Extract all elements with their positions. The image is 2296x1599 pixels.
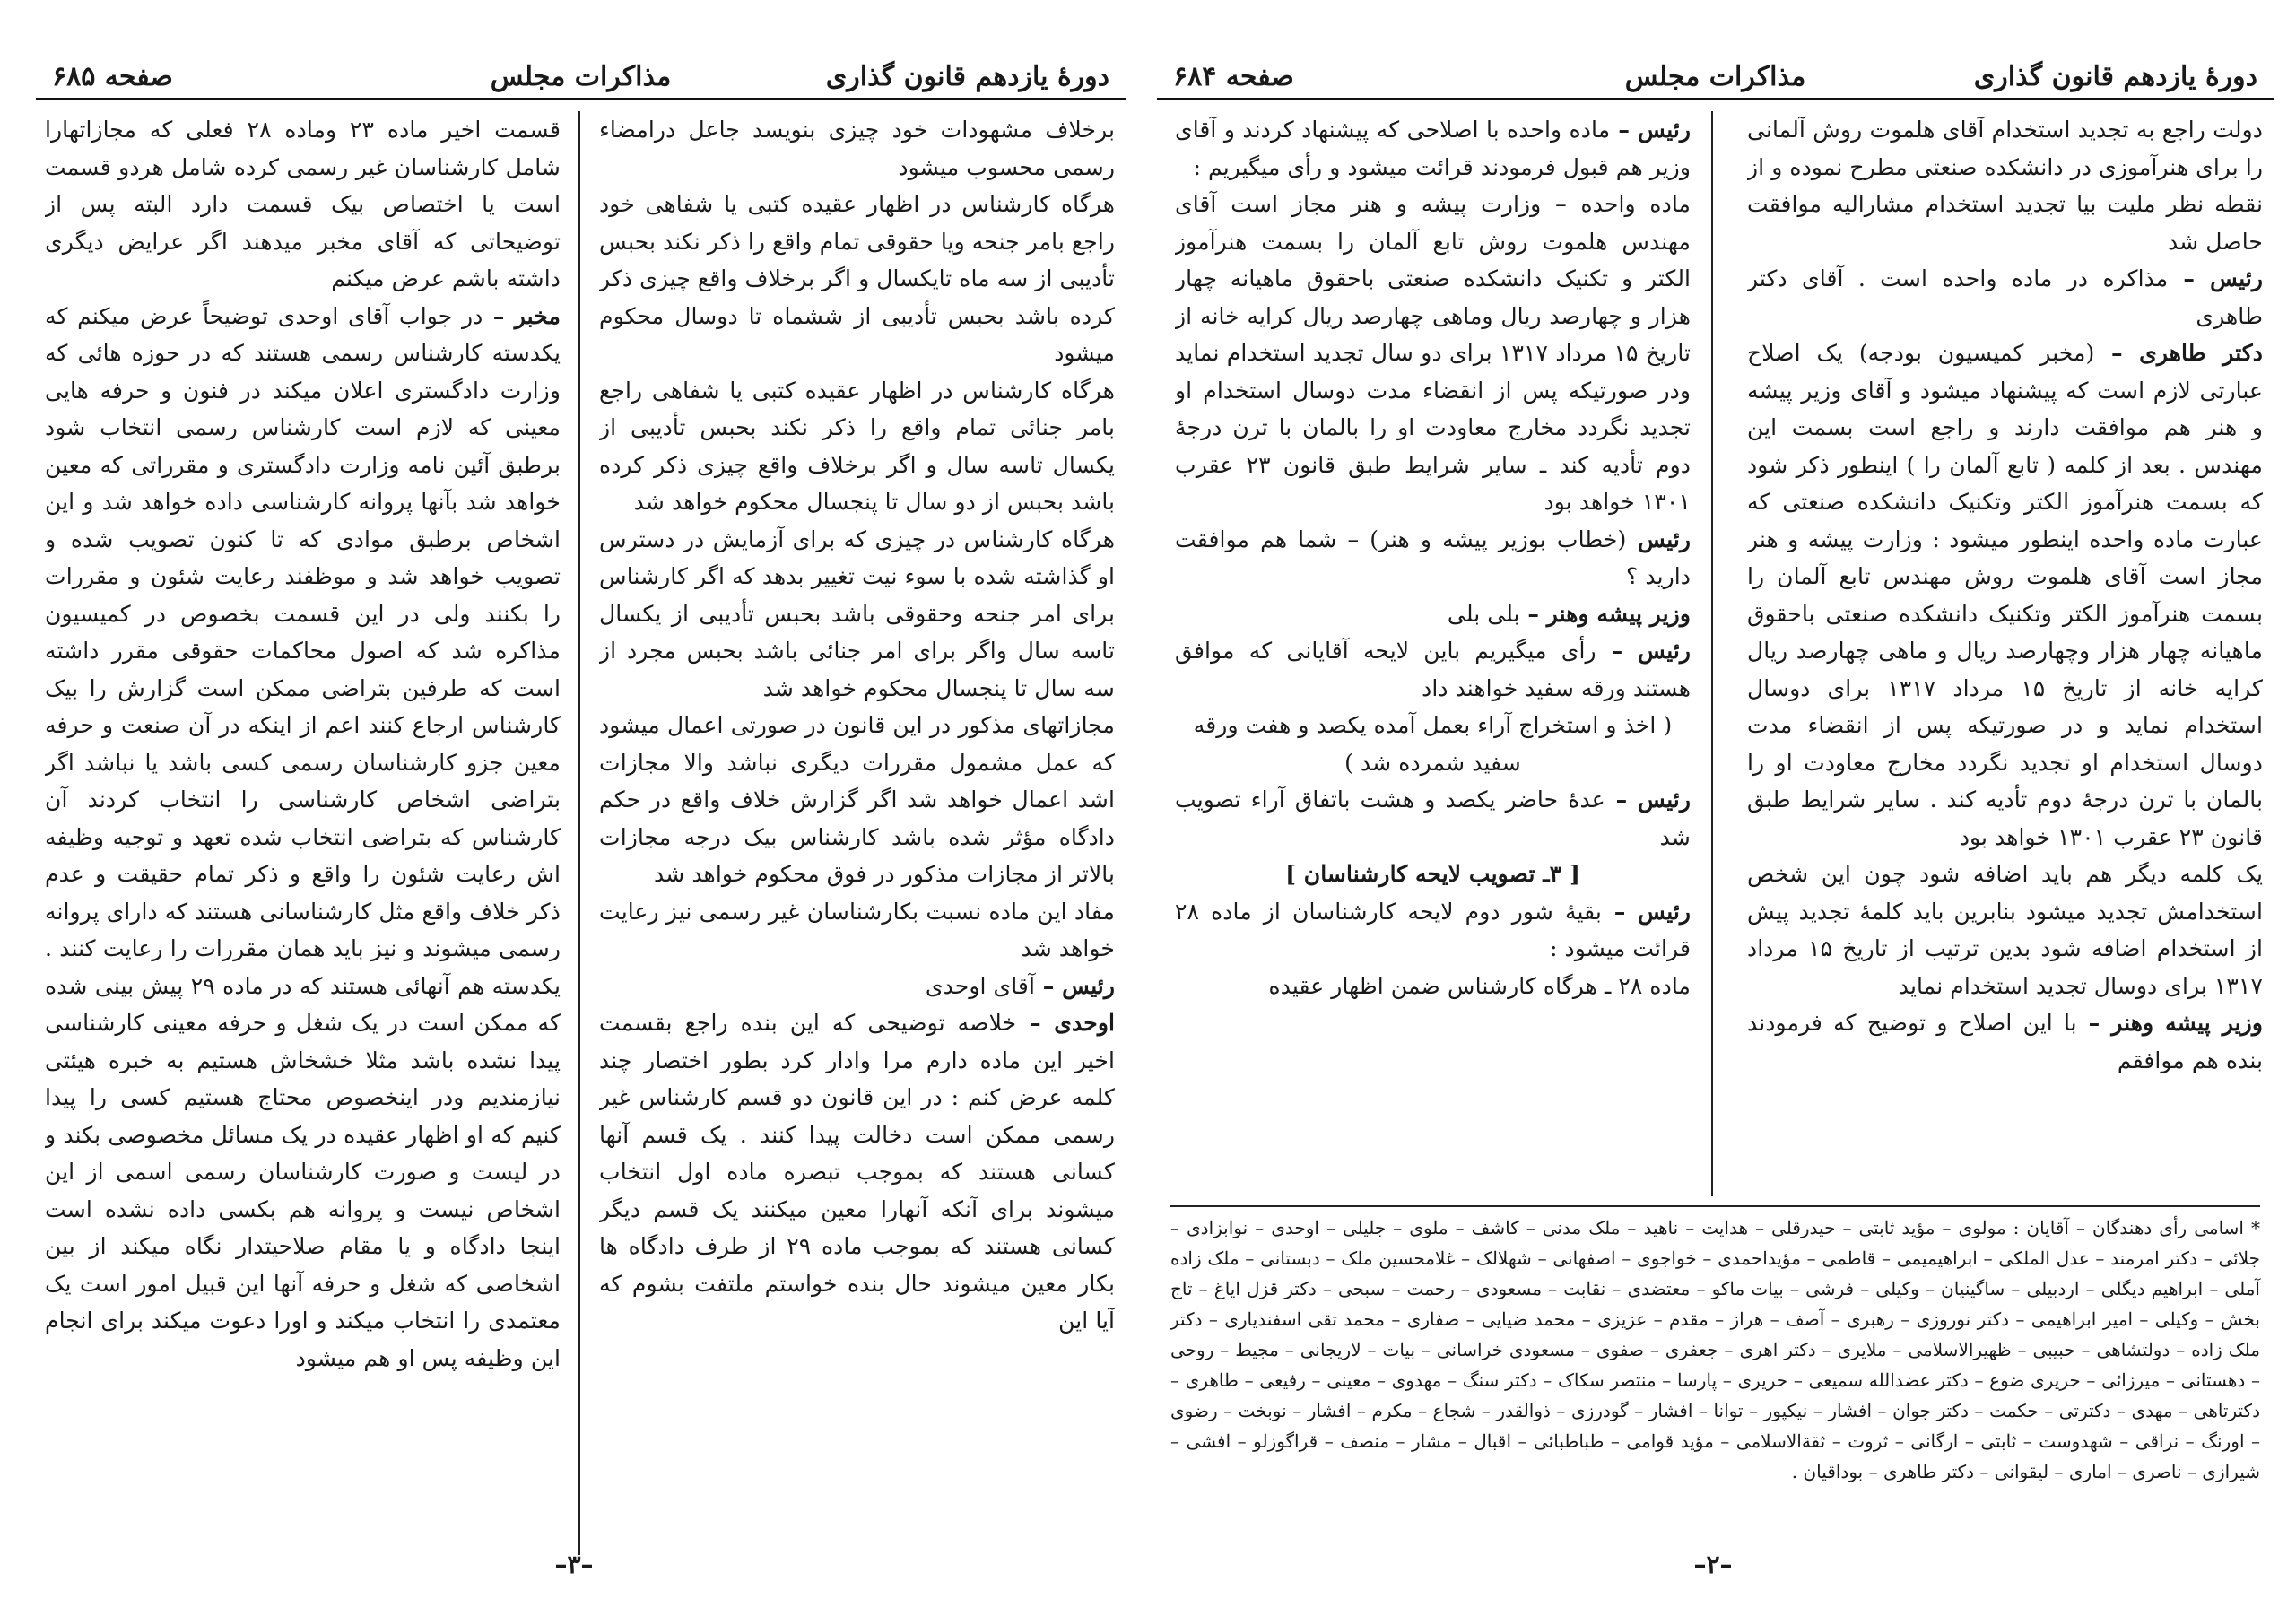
speaker-name: رئیس – [1605, 786, 1691, 813]
page-footer-number: –۲– [1693, 1550, 1733, 1579]
paragraph-text: ماده واحده – وزارت پیشه و هنر مجاز است آقای مهندس هلموت روش تابع آلمان را بسمت هنرآموز الکتر و تکنیک دانشکده صنعتی باحقوق ماهیانه چهار هزار و چهارصد ریال وماهی چهارصد ریال کرایه خانه از تاریخ ۱۵ مرداد ۱۳۱۷ برای دو سال تجدید استخدام نماید ودر صورتیکه پس از انقضاء مدت دوسال استخدام او تجدید نگردد مخارج معاودت او را بالمان با ترن درجهٔ دوم تأدیه کند ـ سایر شرایط طبق قانون ۲۳ عقرب ۱۳۰۱ خواهد بود [1175, 191, 1691, 515]
page-header [1157, 54, 2274, 100]
header-page-number: صفحه ۶۸۴ [1173, 61, 1294, 92]
page-header [36, 54, 1126, 100]
paragraph [1175, 968, 1691, 1005]
text-column-right [1747, 111, 2263, 1187]
paragraph-text: رأی میگیریم باین لایحه آقایانی که موافق هستند ورقه سفید خواهند داد [1175, 638, 1691, 701]
voters-footnote [1170, 1196, 2260, 1487]
paragraph [599, 968, 1115, 1005]
column-divider [1711, 111, 1713, 1196]
speaker-name: مخبر – [483, 301, 561, 329]
speaker-name: رئیس [1626, 525, 1691, 552]
paragraph [45, 111, 561, 298]
paragraph [1175, 893, 1691, 968]
header-page-number: صفحه ۶۸۵ [52, 61, 173, 92]
paragraph-text: یک کلمه دیگر هم باید اضافه شود چون این شخص استخدامش تجدید میشود بنابرین باید کلمهٔ تجدید پیش از استخدام اضافه شود بدین ترتیب از تاریخ ۱۵ مرداد ۱۳۱۷ برای دوسال تجدید استخدام نماید [1747, 861, 2263, 999]
column-divider [578, 111, 580, 1555]
paragraph [599, 707, 1115, 893]
speaker-name: وزیر پیشه وهنر – [2076, 1009, 2263, 1036]
paragraph [1175, 632, 1691, 707]
header-session-title: دورهٔ یازدهم قانون گذاری [1973, 61, 2257, 92]
section-heading: [ ۳ـ تصویب لایحه کارشناسان ] [1285, 860, 1580, 887]
text-column-left [45, 111, 561, 1546]
speaker-name: رئیس – [2168, 265, 2263, 291]
paragraph-text: با این اصلاح و توضیح که فرمودند بنده هم موافقم [1747, 1010, 2263, 1073]
paragraph-text: مجازاتهای مذکور در این قانون در صورتی اعمال میشود که عمل مشمول مقررات دیگری نباشد والا مجازات اشد اعمال خواهد شد اگر گزارش خلاف واقع در حکم دادگاه مؤثر شده باشد کارشناس بیک درجه مجازات بالاتر از مجازات مذکور در فوق محکوم خواهد شد [599, 712, 1115, 887]
paragraph-text: برخلاف مشهودات خود چیزی بنویسد جاعل درامضاء رسمی محسوب میشود [599, 117, 1115, 180]
paragraph [45, 298, 561, 1377]
paragraph-text: بلی بلی [1447, 600, 1520, 627]
paragraph-text: ماده واحده با اصلاحی که پیشنهاد کردند و آقای وزیر هم قبول فرمودند قرائت میشود و رأی میگیریم : [1175, 117, 1691, 180]
speaker-name: رئیس – [1034, 971, 1115, 999]
paragraph [599, 111, 1115, 186]
header-publication-title: مذاکرات مجلس [490, 61, 672, 92]
paragraph [599, 521, 1115, 708]
paragraph-text: هرگاه کارشناس در اظهار عقیده کتبی یا شفاهی راجع بامر جنائی تمام واقع را ذکر نکند بحبس تأدیبی از یکسال تاسه سال و اگر برخلاف واقع چیزی ذکر کرده باشد بحبس از دو سال تا پنجسال محکوم خواهد شد [599, 377, 1115, 515]
paragraph [1747, 335, 2263, 856]
paragraph [1747, 260, 2263, 335]
paragraph-text: در جواب آقای اوحدی توضیحاً عرض میکنم که یکدسته کارشناس رسمی هستند که در حوزه هائی که وزارت دادگستری اعلان میکند در فنون و حرفه هایی معینی که لازم است کارشناس رسمی انتخاب شود برطبق آئین نامه وزارت دادگستری و مقرراتی که معین خواهد شد بآنها پروانه کارشناسی داده خواهد شد و این اشخاص برطبق موادی که تا کنون تصویب شده و تصویب خواهد شد و موظفند رعایت شئون و مقررات را بکنند ولی در این قسمت بخصوص در کمیسیون مذاکره شد که اصول محاکمات حقوقی مقرر داشته است که طرفین بتراضی ممکن است گزارش را بیک کارشناس ارجاع کنند اعم از اینکه در آن صنعت و حرفه معین جزو کارشناسان رسمی کسی باشد یا نباشد اگر بتراضی اشخاص کارشناسی را انتخاب کردند آن کارشناس که بتراضی انتخاب شده تعهد و توجیه وظیفه اش رعایت شئون را واقع و ذکر تمام حقیقت و عدم ذکر خلاف واقع مثل کارشناسانی هستند که دارای پروانه رسمی میشوند و نیز باید همان مقررات را رعایت کنند . یکدسته هم آنهائی هستند که در ماده ۲۹ پیش بینی شده که ممکن است در یک شغل و حرفه معینی کارشناسی پیدا نشده باشد مثلا خشخاش هستیم به خبره هیئتی نیازمندیم ودر اینخصوص محتاج هستیم کسی را پیدا کنیم که او اظهار عقیده در یک مسائل مخصوصی بکند و در لیست و صورت کارشناسان رسمی اسمی از این اشخاص نیست و پروانه هم بکسی داده نشده است اینجا دادگاه و یا مقام صلاحیتدار نگاه میکند از بین اشخاصی که شغل و حرفه آنها این قبیل امور است یک معتمدی را انتخاب میکند و اورا دعوت میکند برای انجام این وظیفه پس او هم میشود [45, 302, 561, 1371]
paragraph [1175, 781, 1691, 856]
paragraph [599, 186, 1115, 372]
paragraph [1175, 186, 1691, 521]
vote-note: ( اخذ و استخراج آراء بعمل آمده یکصد و هفت ورقه سفید شمرده شد ) [1193, 712, 1673, 776]
paragraph-text: ماده ۲۸ ـ هرگاه کارشناس ضمن اظهار عقیده [1268, 972, 1691, 999]
paragraph-text: مفاد این ماده نسبت بکارشناسان غیر رسمی نیز رعایت خواهد شد [599, 898, 1115, 961]
paragraph [1175, 111, 1691, 186]
header-session-title: دورهٔ یازدهم قانون گذاری [825, 61, 1109, 92]
paragraph [599, 1004, 1115, 1340]
paragraph-text: قسمت اخیر ماده ۲۳ وماده ۲۸ فعلی که مجازاتهارا شامل کارشناسان غیر رسمی کرده شامل هردو قسمت است یا اختصاص بیک قسمت دارد البته پس از توضیحاتی که آقای مخبر میدهند اگر عرایض دیگری داشته باشم عرض میکنم [45, 117, 561, 291]
speaker-name: رئیس – [1601, 897, 1691, 925]
speaker-name: اوحدی – [1016, 1009, 1115, 1036]
paragraph [1747, 856, 2263, 1004]
page-685 [36, 0, 1126, 1599]
page-684 [1157, 0, 2274, 1599]
paragraph-text: خلاصه توضیحی که این بنده راجع بقسمت اخیر این ماده دارم مرا وادار کرد بطور اختصار چند کلمه عرض کنم : در این قانون دو قسم کارشناس غیر رسمی ممکن است دخالت پیدا کنند . یک قسم آنها کسانی هستند که بموجب تبصره ماده اول انتخاب میشوند برای آنکه آنهارا معین میکنند یک قسم دیگر کسانی هستند که بموجب ماده ۲۹ از طرف دادگاه ها بکار معین میشوند حال بنده خواستم ملتفت بشوم که آیا این [599, 1010, 1115, 1334]
footnote-separator [1170, 1205, 2260, 1207]
paragraph-text: هرگاه کارشناس در چیزی که برای آزمایش در دسترس او گذاشته شده با سوء نیت تغییر بدهد که اگر کارشناس برای امر جنحه وحقوقی باشد بحبس تأدیبی از یکسال تاسه سال واگر برای امر جنائی باشد بحبس مجرد از سه سال تا پنجسال محکوم خواهد شد [599, 526, 1115, 701]
paragraph [599, 372, 1115, 521]
paragraph-text: عدهٔ حاضر یکصد و هشت باتفاق آراء تصویب شد [1175, 786, 1691, 850]
paragraph [1747, 111, 2263, 260]
paragraph [1747, 1004, 2263, 1079]
paragraph [1175, 521, 1691, 595]
paragraph-text: (مخبر کمیسیون بودجه) یک اصلاح عبارتی لازم است که پیشنهاد میشود و آقای وزیر پیشه و هنر هم موافقت دارند و راجع است بسمت این مهندس . بعد از کلمه ( تابع آلمان را ) اینطور ذکر شود که بسمت هنرآموز الکتر وتکنیک دانشکده صنعتی که عبارت ماده واحده اینطور میشود : وزارت پیشه و هنر مجاز است آقای هلموت روش مهندس تابع آلمان را بسمت هنرآموز الکتر وتکنیک دانشکده صنعتی باحقوق ماهیانه چهار هزار وچهارصد ریال و ماهی چهارصد ریال کرایه خانه از تاریخ ۱۵ مرداد ۱۳۱۷ برای دوسال استخدام نماید و در صورتیکه پس از انقضاء مدت دوسال استخدام او تجدید نگردد مخارج معاودت او را بالمان با ترن درجهٔ دوم تأدیه کند . سایر شرایط طبق قانون ۲۳ عقرب ۱۳۰۱ خواهد بود [1747, 340, 2263, 850]
paragraph-text: آقای اوحدی [925, 972, 1035, 999]
speaker-name: دکتر طاهری – [2094, 339, 2263, 366]
paragraph [599, 893, 1115, 968]
voters-list: * اسامی رأی دهندگان – آقایان : مولوی – مؤید ثابتی – حیدرقلی – هدایت – ناهید – ملک مدنی – کاشف – ملوی – جلیلی – اوحدی – نوابزادی – جلائی – دکتر امرمند – عدل الملکی – ابراهیمیمی – قاطمی – مؤیداحمدی – خواجوی – اصفهانی – شهلالک – غلامحسین ملک – دبستانی – ملک زاده آملی – ابراهیم دیگلی – اردبیلی – ساگینیان – وکیلی – فرشی – بیات ماکو – معتضدی – نقابت – مسعودی – رحمت – سبحی – دکتر قزل ایاغ – تاج بخش – وکیلی – امیر ابراهیمی – دکتر نوروزی – رهبری – آصف – هراز – مقدم – عزیزی – محمد ضیایی – صفاری – محمد تقی اسفندیاری – دکتر ملک زاده – دولتشاهی – حبیبی – ظهیرالاسلامی – ملایری – دکتر اهری – جعفری – صفوی – مسعودی خراسانی – بیات – لاریجانی – مجیط – روحی – دهستانی – میرزائی – حریری ضوع – دکتر عضدالله سمیعی – حریری – پارسا – منتصر سکاک – دکتر سنگ – مهدوی – معینی – رفیعی – طاهری – دکترتاهی – مهدی – دکترتی – حکمت – دکتر جوان – افشار – نیکپور – توانا – افشار – گودرزی – ذوالقدر – شجاع – مکرم – افشار – نوبخت – رضوی – اورنگ – نراقی – شهدوست – ثابتی – ارگانی – ثروت – ثقةالاسلامی – مؤید قوامی – طباطبائی – اقبال – مشار – منصف – قراگوزلو – افشی – شیرازی – ناصری – اماری – لیقوانی – دکتر طاهری – بوداقیان . [1170, 1217, 2260, 1482]
header-publication-title: مذاکرات مجلس [1624, 61, 1806, 92]
paragraph-text: دولت راجع به تجدید استخدام آقای هلموت روش آلمانی را برای هنرآموزی در دانشکده صنعتی مطرح نموده و از نقطه نظر ملیت بیا تجدید استخدام مشارالیه موافقت حاصل شد [1747, 117, 2263, 255]
speaker-name: رئیس – [1610, 116, 1691, 143]
paragraph-text: هرگاه کارشناس در اظهار عقیده کتبی یا شفاهی خود راجع بامر جنحه ویا حقوقی تمام واقع را ذکر نکند بحبس تأدیبی از سه ماه تایکسال و اگر برخلاف واقع چیزی ذکر کرده باشد بحبس تأدیبی از ششماه تا دوسال محکوم میشود [599, 191, 1115, 366]
paragraph-text: (خطاب بوزیر پیشه و هنر) – شما هم موافقت دارید ؟ [1175, 526, 1691, 589]
speaker-name: وزیر پیشه وهنر – [1519, 599, 1691, 627]
paragraph-text: بقیهٔ شور دوم لایحه کارشناسان از ماده ۲۸ قرائت میشود : [1175, 898, 1691, 961]
text-column-left [1175, 111, 1691, 1187]
paragraph-text: مذاکره در ماده واحده است . آقای دکتر طاهری [1747, 265, 2263, 329]
text-column-right [599, 111, 1115, 1546]
paragraph [1175, 595, 1691, 633]
speaker-name: رئیس – [1596, 637, 1691, 664]
page-footer-number: –۳– [554, 1550, 594, 1579]
